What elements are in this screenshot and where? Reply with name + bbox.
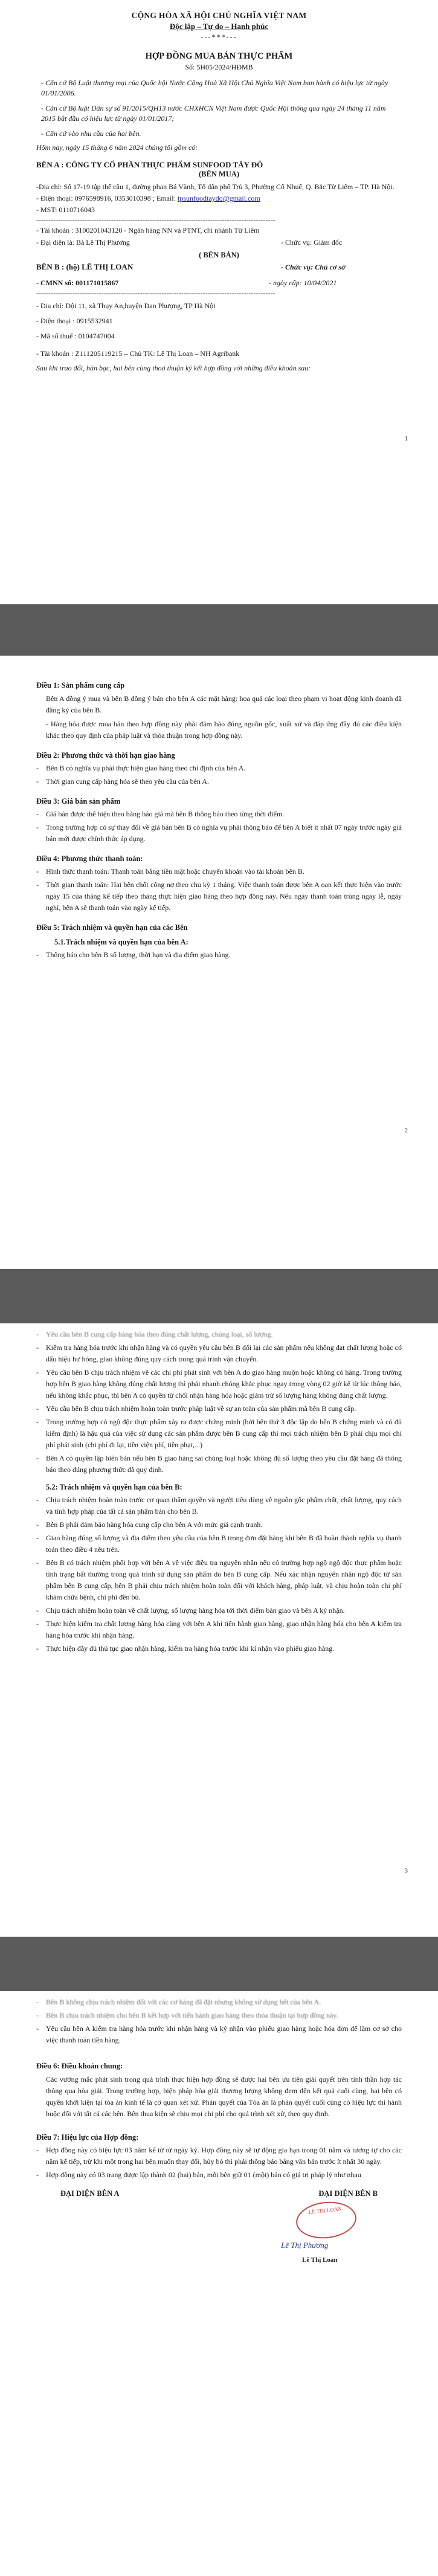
party-b-id-date: - ngày cấp: 10/04/2021 — [269, 279, 337, 287]
list-item: - Thực hiện kiểm tra chất lượng hàng hóa cùng với bên A khi tiến hành giao hàng, giao nhận hàng hóa cho bên A kiểm tra hàng hóa trước khi nhận hàng. — [36, 1619, 402, 1639]
page-1 — [0, 0, 438, 604]
basis-line: - Căn cứ vào nhu cầu của hai bên. — [41, 129, 141, 138]
party-a-role: (BÊN MUA) — [198, 170, 239, 178]
party-a-address: -Địa chỉ: Số 17-19 tập thể cầu 1, đường phan Bá Vành, Tổ dân phố Trù 3, Phường Cổ Nhuế, Q. Bắc Từ Liêm – TP. Hà Nội. — [36, 182, 395, 191]
party-b-heading: BÊN B : (hộ) LÊ THỊ LOAN — [36, 262, 134, 271]
party-a-rep-title: - Chức vụ: Giám đốc — [281, 238, 343, 247]
article-1-para: Bên A đồng ý mua và bên B đồng ý bán cho bên A các mặt hàng: hoa quả các loại theo phạm vi hoạt động kinh doanh đã đăng ký của bên B. — [46, 694, 402, 714]
separator-line: --------------------------------------------------------------------------------------------------- — [36, 216, 275, 224]
party-b-tax: - Mã số thuế : 0104747004 — [36, 332, 115, 340]
article-7-title: Điều 7: Hiệu lực của Hợp đồng: — [36, 2133, 139, 2142]
party-b-sell-role: - Chức vụ: Chủ cơ sở — [281, 263, 346, 271]
document-number: Số: 5H05/2024/HĐMB — [185, 63, 253, 71]
signature-area — [36, 2198, 402, 2277]
list-item: - Hợp đồng này có hiệu lực 03 năm kể từ từ ngày ký. Hợp đồng này sẽ tự động gia hạn trong 01 năm và tương tự cho các năm kế tiếp, trừ khi một trong hai bên muốn thay đổi, hủy bỏ thì phải thông báo bằng văn bản trước ít nhất 30 ngày. — [36, 2146, 402, 2166]
article-1-para: - Hàng hóa được mua bán theo hợp đồng này phải đảm bảo đúng nguồn gốc, xuất xứ và đáp ứng đầy đủ các điều kiện khác theo quy định của pháp luật và thỏa thuận trong hợp đồng này. — [46, 720, 402, 740]
party-a-signature-heading: ĐẠI DIỆN BÊN A — [60, 2189, 120, 2198]
separator-line: --------------------------------------------------------------------------------------------------- — [36, 289, 275, 297]
page-2 — [0, 656, 438, 1269]
page-number: 3 — [404, 1867, 408, 1874]
article-3-title: Điều 3: Giá bán sản phẩm — [36, 797, 121, 805]
list-item: - Thời gian thanh toán: Hai bên chốt công nợ theo chu kỳ 1 tháng. Việc thanh toán được bên A oan kết thực hiện vào trước ngày 15 của tháng kế tiếp theo tháng thực hiện giao hàng theo hợp đồng này. Nếu ngày thanh toán trùng ngày lễ, ngày nghỉ, bên A sẽ thanh toán vào ngày kế tiếp. — [36, 880, 402, 912]
party-a-rep: - Đại diện là: Bà Lê Thị Phương — [36, 238, 130, 247]
list-item: - Bên B có nghĩa vụ phải thực hiện giao hàng theo chỉ định của bên A. — [36, 764, 246, 772]
list-item: - Bên B phải đảm bảo hàng hóa cung cấp cho bên A với mức giá cạnh tranh. — [36, 1520, 263, 1529]
party-a-handwritten-signature: Lê Thị Phương — [281, 2241, 329, 2250]
party-b-stamp: LÊ THỊ LOAN — [294, 2199, 358, 2241]
article-5-title: Điều 5: Trách nhiệm và quyền hạn của các Bên — [36, 923, 188, 932]
page-3 — [0, 1323, 438, 1937]
basis-line: - Căn cứ Bộ luật Dân sự số 91/2015/QH13 nước CHXHCN Việt Nam được Quốc Hội thông qua ngày 24 tháng 11 năm 2015 bắt đầu có hiệu lực từ ngày 01/01/2017; — [41, 104, 386, 123]
list-item: - Chịu trách nhiệm hoàn toàn về chất lượng, số lượng hàng hóa tới thời điểm bàn giao và bên A ký nhận. — [36, 1606, 345, 1615]
article-2-title: Điều 2: Phương thức và thời hạn giao hàng — [36, 751, 175, 760]
party-b-signature-heading: ĐẠI DIỆN BÊN B — [318, 2189, 378, 2198]
list-item: - Thực hiện đầy đủ thủ tục giao nhận hàng, kiểm tra hàng hóa trước khi kí nhận vào phiếu giao hàng. — [36, 1644, 335, 1653]
party-b-head-row — [36, 261, 402, 273]
party-a-phone: - Điện thoại: 0976598916, 0353010398 ; Email: — [36, 194, 178, 202]
list-item: - Kiểm tra hàng hóa trước khi nhận hàng và có quyền yêu cầu bên B đổi lại các sản phẩm nếu không đạt chất lượng hoặc có dấu hiệu hư hỏng, giao không đúng quy cách trong quá trình vận chuyển. — [36, 1343, 402, 1363]
party-a-heading: BÊN A : CÔNG TY CỔ PHẦN THỰC PHẨM SUNFOOD TÂY ĐÔ — [36, 160, 263, 169]
header-divider: ---***--- — [201, 33, 237, 41]
list-item: - Trong trường hợp có ngộ độc thực phẩm xảy ra được chứng minh (bởi bên thứ 3 độc lập do bên B chứng minh và có đủ kiểm định) là hậu quả của việc sử dụng các sản phẩm được bên B cung cấp thì mọi trách nhiệm bên B phải chịu mọi chi phí phát sinh (chi phí đi lại, tiền viện phí, tiền phạt,...) — [36, 1418, 402, 1449]
party-b-account: - Tài khoản : Z111205119215 – Chủ TK: Lê Thị Loan – NH Agribank — [36, 349, 240, 358]
party-a-rep-row — [36, 236, 402, 248]
article-6-title: Điều 6: Điều khoản chung: — [36, 2062, 123, 2070]
party-b-id-row — [36, 277, 402, 289]
nation-heading: CỘNG HÒA XÃ HỘI CHỦ NGHĨA VIỆT NAM — [131, 11, 307, 20]
party-a-email-link[interactable]: tpsunfoodtaydo@gmail.com — [177, 194, 260, 202]
section-5-2-title: 5.2: Trách nhiệm và quyền hạn của bên B: — [46, 1483, 182, 1491]
article-1-title: Điều 1: Sản phẩm cung cấp — [36, 681, 125, 689]
list-item: - Yêu cầu bên A kiểm tra hàng hóa trước khi nhận hàng và ký nhận vào phiếu giao hàng hoặc hóa đơn để làm cơ sở cho việc thanh toán tiền hàng. — [36, 2024, 402, 2044]
list-item: - Hợp đồng này có 03 trang được lập thành 02 (hai) bản, mỗi bên giữ 01 (một) bản có giá trị pháp lý như nhau — [36, 2171, 361, 2179]
list-item: - Yêu cầu bên B chịu trách nhiệm về các chi phí phát sinh với bên A do giao hàng muộn hoặc không có hàng. Trong trường hợp bên B giao hàng không đúng chất lượng thì phải nhanh chóng khắc phục ngay trong vòng 02 giờ kể từ lúc thông báo, nếu không khắc phục, thì bên A có quyền từ chối nhận hàng hóa hoặc giảm trừ số lượng hàng không đúng chất lượng. — [36, 1368, 402, 1399]
party-b-phone: - Điện thoại : 0915532941 — [36, 317, 113, 325]
intro-line: Hôm nay, ngày 15 tháng 6 năm 2024 chúng tôi gồm có: — [36, 143, 198, 152]
section-5-1-title: 5.1.Trách nhiệm và quyền hạn của bên A: — [54, 938, 188, 946]
party-b-signature-name: Lê Thị Loan — [302, 2256, 338, 2264]
list-item: - Bên B không chịu trách nhiệm đối với các cơ hàng đã đặt nhưng không sử dụng hết của bên A. — [36, 1998, 321, 2006]
party-a-account: - Tài khoản : 3100201043120 - Ngân hàng NN và PTNT, chi nhánh Từ Liêm — [36, 226, 260, 234]
list-item: - Bên A có quyền lập biên bản nếu bên B giao hàng sai chủng loại hoặc không đủ số lượng theo yêu cầu đặt hàng đã thông báo theo đúng phương thức đã quy định. — [36, 1454, 402, 1474]
list-item: - Thông báo cho bên B số lượng, thời hạn và địa điểm giao hàng. — [36, 951, 231, 959]
motto: Độc lập – Tự do – Hạnh phúc — [169, 22, 269, 31]
list-item: - Yêu cầu bên B cung cấp hàng hóa theo đúng chất lượng, chủng loại, số lượng. — [36, 1330, 273, 1338]
list-item: - Yêu cầu bên B chịu trách nhiệm hoàn toàn trước pháp luật về sự an toàn của sản phẩm mà bên B cung cấp. — [36, 1404, 356, 1413]
list-item: - Giá bán được thể hiện theo bảng báo giá mà bên B thông báo theo từng thời điểm. — [36, 810, 285, 818]
agreement-line: Sau khi trao đổi, bàn bạc, hai bên cùng thoả thuận ký kết hợp đồng với những điều khoản sau: — [36, 364, 311, 372]
list-item: - Hình thức thanh toán: Thanh toán bằng tiền mặt hoặc chuyển khoản vào tài khoản bên B. — [36, 867, 304, 876]
page-4 — [0, 1991, 438, 2576]
party-b-role: ( BÊN BÁN) — [199, 251, 239, 259]
list-item: - Bên B chịu trách nhiệm cho bên B kết hợp với tiến hành giao hàng theo thỏa thuận tại hợp đồng này. — [36, 2011, 338, 2019]
article-6-para: Các vướng mắc phát sinh trong quá trình thực hiện hợp đồng sẽ được hai bên ưu tiên giải quyết trên tinh thần hợp tác thông qua hòa giải. Trong trường hợp, biện pháp hòa giải thương lượng không đem đến kết quả cuối cùng, hai bên có quyền khởi kiện tại tòa án kinh tế là cơ quan xét xử. Phán quyết của Tòa án là phán quyết cuối cùng có hiệu lực thi hành buộc đối với tất cả các bên. Bên thua kiện sẽ chịu mọi chi phí cho quá trình xét xử, theo quy định. — [46, 2075, 402, 2118]
article-4-title: Điều 4: Phương thức thanh toán: — [36, 854, 143, 863]
page-number: 1 — [404, 435, 408, 442]
list-item: - Trong trường hợp có sự thay đổi về giá bán bên B có nghĩa vụ phải thông báo để bên A biết ít nhất 07 ngày trước ngày giá bán mới được chính thức áp dụng. — [36, 823, 402, 843]
party-b-id: - CMNN số: 001171015867 — [36, 279, 119, 287]
list-item: - Bên B có trách nhiệm phối hợp với bên A về việc điều tra nguyên nhân nếu có trường hợp ngộ ngộ độc thực phẩm hoặc tình trạng bất thường trong quá trình sử dụng sản phẩm do bên B cung cấp. Nếu xác nhận nguyên nhân ngộ độc từ sản phẩm bên B cung cấp, bên B phải chịu trách nhiệm hoàn toàn đối với khách hàng, pháp luật, và chịu hoàn toàn chi phí khám chữa bệnh, chi phí đền bù. — [36, 1558, 402, 1601]
party-a-tax: - MST: 0110716043 — [36, 205, 95, 214]
page-number: 2 — [404, 1127, 408, 1134]
signature-row — [36, 2189, 402, 2198]
list-item: - Thời gian cung cấp hàng hóa sẽ theo yêu cầu của bên A. — [36, 777, 209, 786]
party-b-address: - Địa chỉ: Đội 11, xã Thụy An,huyện Đan Phượng, TP Hà Nội — [36, 302, 216, 310]
party-a-contact — [36, 193, 402, 204]
basis-line: - Căn cứ Bộ Luật thương mại của Quốc hội Nước Cộng Hoà Xã Hội Chủ Nghĩa Việt Nam ban hành có hiệu lực từ ngày 01/01/2006. — [41, 79, 388, 97]
list-item: - Giao hàng đúng số lượng và địa điểm theo yêu cầu của bên B trong đơn đặt hàng khi bên B đã hoàn thành nghĩa vụ thanh toán theo điều 4 nêu trên. — [36, 1534, 402, 1554]
document-title: HỢP ĐỒNG MUA BÁN THỰC PHẨM — [145, 51, 293, 61]
list-item: - Chịu trách nhiệm hoàn toàn trước cơ quan thẩm quyền và người tiêu dùng về nguồn gốc phẩm chất, chất lượng, quy cách và tính hợp pháp của tất cả sản phẩm bán cho bên B. — [36, 1496, 402, 1516]
